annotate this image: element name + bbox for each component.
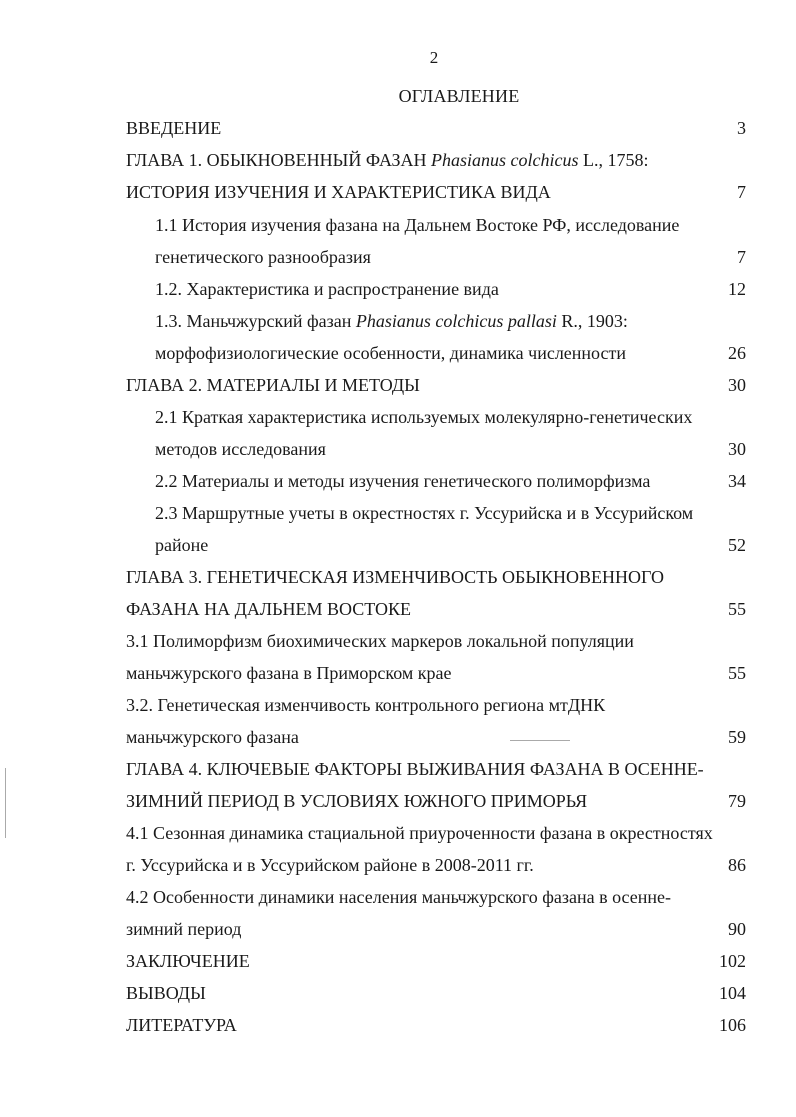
toc-entry: маньчжурского фазана в Приморском крае <box>126 663 452 683</box>
toc-entry: 3.2. Генетическая изменчивость контрольного региона мтДНК <box>126 695 606 715</box>
toc-page: 90 <box>728 919 746 939</box>
toc-page: 106 <box>719 1015 746 1035</box>
toc-entry: методов исследования <box>155 439 326 459</box>
toc-entry: ЗИМНИЙ ПЕРИОД В УСЛОВИЯХ ЮЖНОГО ПРИМОРЬЯ <box>126 791 588 811</box>
toc-entry-text: 1.3. Маньчжурский фазан <box>155 311 356 331</box>
toc-entry: ВВЕДЕНИЕ <box>126 118 222 138</box>
toc-entry: ГЛАВА 4. КЛЮЧЕВЫЕ ФАКТОРЫ ВЫЖИВАНИЯ ФАЗАНА В ОСЕННЕ- <box>126 759 704 779</box>
toc-entry: 4.2 Особенности динамики населения маньчжурского фазана в осенне- <box>126 887 671 907</box>
toc-page: 3 <box>737 118 746 138</box>
species-name: Phasianus colchicus pallasi <box>355 311 557 331</box>
toc-page: 7 <box>737 182 746 202</box>
toc-entry: 3.1 Полиморфизм биохимических маркеров локальной популяции <box>126 631 634 651</box>
toc-entry <box>155 310 628 332</box>
toc-page: 79 <box>728 791 746 811</box>
toc-page: 12 <box>728 279 746 299</box>
toc-entry: 2.2 Материалы и методы изучения генетического полиморфизма <box>155 471 651 491</box>
toc-entry: маньчжурского фазана <box>126 727 299 747</box>
toc-page: 34 <box>728 471 746 491</box>
toc-entry: г. Уссурийска и в Уссурийском районе в 2008-2011 гг. <box>126 855 534 875</box>
toc-entry: районе <box>155 535 209 555</box>
toc-page: 30 <box>728 375 746 395</box>
toc-page: 52 <box>728 535 746 555</box>
toc-page: 55 <box>728 663 746 683</box>
scan-mark <box>510 740 570 741</box>
toc-entry: ИСТОРИЯ ИЗУЧЕНИЯ И ХАРАКТЕРИСТИКА ВИДА <box>126 182 551 202</box>
toc-entry: морфофизиологические особенности, динамика численности <box>155 343 626 363</box>
toc-entry: 1.1 История изучения фазана на Дальнем Востоке РФ, исследование <box>155 215 680 235</box>
toc-page: 104 <box>719 983 746 1003</box>
toc-entry-text: ГЛАВА 1. ОБЫКНОВЕННЫЙ ФАЗАН <box>126 150 432 170</box>
toc-page: 55 <box>728 599 746 619</box>
toc-entry: ГЛАВА 2. МАТЕРИАЛЫ И МЕТОДЫ <box>126 375 420 395</box>
species-name: Phasianus colchicus <box>431 150 579 170</box>
toc-entry: ГЛАВА 3. ГЕНЕТИЧЕСКАЯ ИЗМЕНЧИВОСТЬ ОБЫКНОВЕННОГО <box>126 567 664 587</box>
toc-page: 59 <box>728 727 746 747</box>
toc-entry: ВЫВОДЫ <box>126 983 206 1003</box>
toc-entry-text: R., 1903: <box>556 311 628 331</box>
toc-entry: 1.2. Характеристика и распространение вида <box>155 279 499 299</box>
toc-entry: генетического разнообразия <box>155 247 371 267</box>
toc-entry: 2.3 Маршрутные учеты в окрестностях г. Уссурийска и в Уссурийском <box>155 503 694 523</box>
toc-entry-text: L., 1758: <box>578 150 649 170</box>
toc-entry: 2.1 Краткая характеристика используемых молекулярно-генетических <box>155 407 693 427</box>
toc-title: ОГЛАВЛЕНИЕ <box>398 86 520 106</box>
toc-page: 26 <box>728 343 746 363</box>
toc-entry <box>126 149 649 171</box>
scan-mark <box>5 768 6 838</box>
toc-entry: ЛИТЕРАТУРА <box>126 1015 237 1035</box>
toc-entry: зимний период <box>126 919 242 939</box>
toc-entry: ФАЗАНА НА ДАЛЬНЕМ ВОСТОКЕ <box>126 599 411 619</box>
toc-entry: 4.1 Сезонная динамика стациальной приуроченности фазана в окрестностях <box>126 823 713 843</box>
toc-page: 102 <box>719 951 746 971</box>
toc-page: 7 <box>737 247 746 267</box>
toc-page: 30 <box>728 439 746 459</box>
toc-page: 86 <box>728 855 746 875</box>
page-number: 2 <box>429 48 439 67</box>
toc-entry: ЗАКЛЮЧЕНИЕ <box>126 951 250 971</box>
